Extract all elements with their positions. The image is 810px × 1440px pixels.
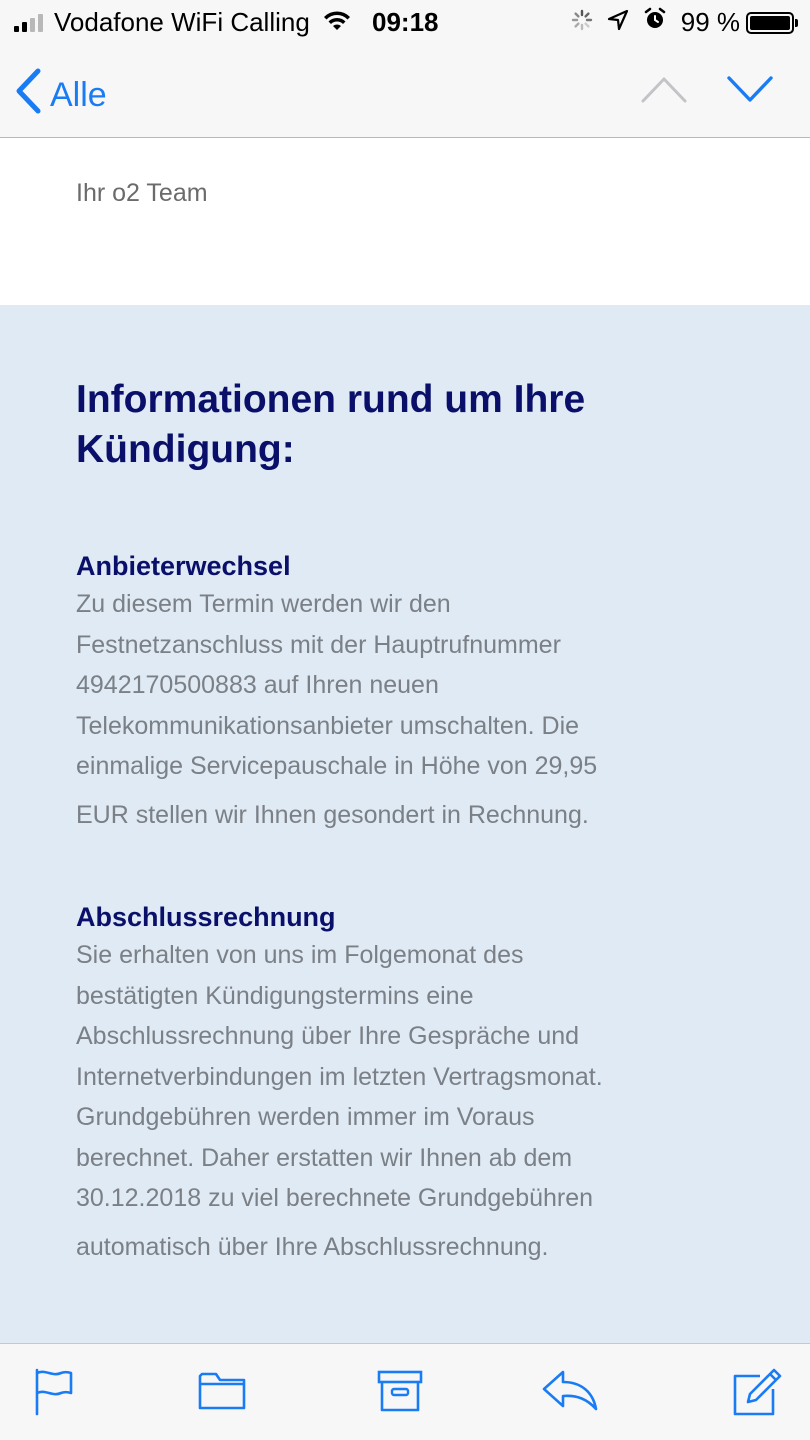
reply-button[interactable]	[541, 1368, 599, 1417]
body-line: automatisch über Ihre Abschlussrechnung.	[76, 1232, 549, 1261]
clock: 09:18	[372, 7, 439, 37]
location-arrow-icon	[607, 7, 629, 38]
carrier-name: Vodafone WiFi Calling	[54, 7, 310, 37]
move-to-folder-button[interactable]	[198, 1368, 246, 1417]
section-heading: Abschlussrechnung	[76, 902, 336, 932]
section-heading: Anbieterwechsel	[76, 551, 291, 581]
info-panel	[0, 305, 810, 1343]
chevron-down-icon	[726, 74, 774, 104]
section-anbieterwechsel	[76, 548, 750, 835]
chevron-up-icon	[640, 74, 688, 104]
battery-icon	[746, 12, 794, 34]
body-line: berechnet. Daher erstatten wir Ihnen ab dem	[76, 1143, 573, 1172]
next-message-button[interactable]	[726, 74, 774, 109]
body-line: Telekommunikationsanbieter umschalten. Die	[76, 711, 580, 740]
body-line: einmalige Servicepauschale in Höhe von 29,95	[76, 752, 598, 780]
folder-icon	[198, 1368, 246, 1412]
body-line: Internetverbindungen im letzten Vertragsmonat.	[76, 1062, 603, 1091]
body-line: bestätigten Kündigungstermins eine	[76, 981, 474, 1010]
wifi-icon	[322, 7, 352, 38]
body-line: 4942170500883 auf Ihren neuen	[76, 671, 439, 699]
archive-button[interactable]	[377, 1368, 423, 1419]
previous-message-button[interactable]	[640, 74, 688, 109]
navigation-bar	[0, 46, 810, 138]
chevron-left-icon	[14, 68, 50, 123]
body-line: EUR stellen wir Ihnen gesondert in Rechnung.	[76, 800, 589, 829]
section-abschlussrechnung	[76, 899, 750, 1267]
reply-icon	[541, 1368, 599, 1412]
body-line: Abschlussrechnung über Ihre Gespräche und	[76, 1022, 580, 1050]
status-bar	[0, 0, 810, 46]
body-line: Festnetzanschluss mit der Hauptrufnummer	[76, 630, 561, 659]
flag-button[interactable]	[34, 1368, 74, 1421]
activity-spinner-icon	[571, 7, 593, 38]
signal-icon	[14, 14, 46, 32]
battery-percentage: 99 %	[680, 7, 740, 37]
email-content[interactable]	[0, 139, 810, 1343]
flag-icon	[34, 1368, 74, 1416]
status-right	[557, 7, 794, 38]
body-line: Sie erhalten von uns im Folgemonat des	[76, 941, 524, 969]
body-line: 30.12.2018 zu viel berechnete Grundgebühren	[76, 1184, 594, 1212]
section-body	[76, 584, 750, 835]
section-body	[76, 935, 750, 1267]
archive-icon	[377, 1368, 423, 1414]
back-button-label: Alle	[50, 76, 107, 114]
panel-title	[76, 375, 750, 475]
back-button[interactable]	[14, 68, 107, 123]
compose-icon	[732, 1368, 782, 1418]
compose-button[interactable]	[732, 1368, 782, 1423]
body-line: Zu diesem Termin werden wir den	[76, 590, 451, 618]
bottom-toolbar	[0, 1343, 810, 1440]
body-line: Grundgebühren werden immer im Voraus	[76, 1103, 535, 1131]
panel-title-line: Informationen rund um Ihre	[76, 378, 586, 421]
email-signature: Ihr o2 Team	[76, 179, 208, 207]
panel-title-line: Kündigung:	[76, 428, 295, 471]
status-left	[14, 7, 352, 38]
signature-block	[0, 139, 810, 305]
alarm-icon	[643, 7, 667, 38]
